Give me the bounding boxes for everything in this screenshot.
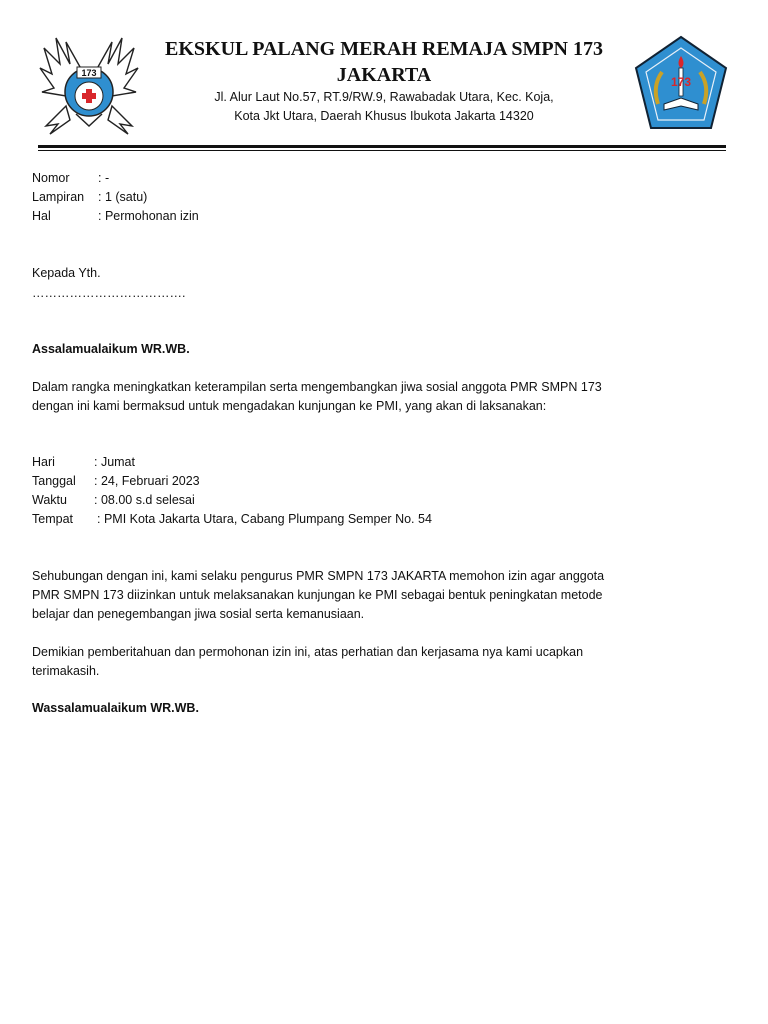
event-tanggal (32, 472, 200, 491)
intro-line-2: dengan ini kami bermaksud untuk mengadakan kunjungan ke PMI, yang akan di laksanakan: (32, 399, 547, 413)
meta-hal (32, 207, 199, 226)
event-hari (32, 453, 135, 472)
logo-right-number: 173 (670, 75, 692, 89)
closing-greeting: Wassalamualaikum WR.WB. (32, 701, 199, 715)
para3-line-2: terimakasih. (32, 664, 100, 678)
letterhead-divider-thin (38, 150, 726, 151)
meta-nomor (32, 169, 109, 188)
pmr-winged-emblem-logo (36, 34, 142, 138)
intro-line-1: Dalam rangka meningkatkan keterampilan serta mengembangkan jiwa sosial anggota PMR SMPN 173 (32, 380, 602, 394)
para2-line-3: belajar dan penegembangan jiwa sosial serta kemanusiaan. (32, 607, 365, 621)
nomor-value: : - (98, 171, 110, 185)
waktu-value: : 08.00 s.d selesai (94, 493, 195, 507)
organization-title: EKSKUL PALANG MERAH REMAJA SMPN 173 JAKARTA (165, 38, 603, 86)
recipient-placeholder: ………………………………. (32, 286, 186, 300)
lampiran-value: : 1 (satu) (98, 190, 148, 204)
tanggal-label: Tanggal (32, 474, 76, 488)
tanggal-value: : 24, Februari 2023 (94, 474, 200, 488)
recipient-to: Kepada Yth. (32, 266, 101, 280)
para2-line-2: PMR SMPN 173 diizinkan untuk melaksanakan kunjungan ke PMI sebagai bentuk peningkatan metode (32, 588, 603, 602)
event-waktu (32, 491, 195, 510)
letterhead-divider-thick (38, 145, 726, 148)
para3-line-1: Demikian pemberitahuan dan permohonan izin ini, atas perhatian dan kerjasama nya kami ucapkan (32, 645, 584, 659)
address-line-1: Jl. Alur Laut No.57, RT.9/RW.9, Rawabadak Utara, Kec. Koja, (214, 90, 554, 104)
school-emblem-logo (632, 34, 730, 134)
nomor-label: Nomor (32, 171, 70, 185)
hal-value: : Permohonan izin (98, 209, 199, 223)
lampiran-label: Lampiran (32, 190, 85, 204)
logo-left-number: 173 (81, 68, 97, 78)
hal-label: Hal (32, 209, 51, 223)
hari-value: : Jumat (94, 455, 135, 469)
opening-greeting: Assalamualaikum WR.WB. (32, 342, 190, 356)
meta-lampiran (32, 188, 147, 207)
para2-line-1: Sehubungan dengan ini, kami selaku pengurus PMR SMPN 173 JAKARTA memohon izin agar anggota (32, 569, 605, 583)
waktu-label: Waktu (32, 493, 67, 507)
hari-label: Hari (32, 455, 55, 469)
tempat-label: Tempat (32, 512, 73, 526)
organization-address (150, 88, 618, 126)
event-tempat (32, 510, 432, 529)
tempat-value: : PMI Kota Jakarta Utara, Cabang Plumpang Semper No. 54 (97, 512, 432, 526)
address-line-2: Kota Jkt Utara, Daerah Khusus Ibukota Jakarta 14320 (234, 109, 534, 123)
